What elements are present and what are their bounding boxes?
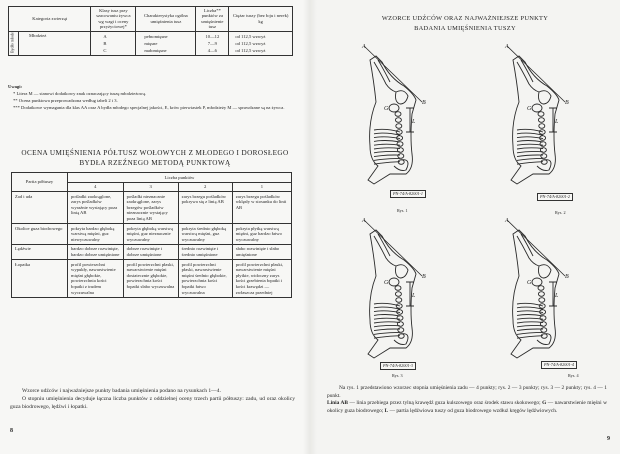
- section-title-line: OCENA UMIĘŚNIENIA PÓŁTUSZ WOŁOWYCH Z MŁODEGO I DOROSŁEGO: [21, 149, 289, 157]
- label-b: B: [565, 274, 569, 280]
- figure-stamp: PN-74/A-82001-2: [537, 193, 573, 201]
- vertebra: [397, 316, 403, 321]
- header-weight: Ciężar tuszy (bez łoju i nerek) kg: [229, 7, 293, 32]
- figure-carcass-4: [503, 216, 593, 366]
- note-item: ** Ocena punktowa przeprowadzona według tabeli 2 i 3.: [13, 98, 118, 103]
- rib: [517, 311, 543, 313]
- weight-value: od 112,5 wzwyż: [235, 47, 266, 53]
- g-region: [389, 104, 399, 112]
- weight-value: od 112,5 wzwyż: [235, 40, 266, 46]
- rib: [374, 332, 400, 334]
- section-title-line: BYDŁA RZEŹNEGO METODĄ PUNKTOWĄ: [79, 159, 231, 167]
- score-cell: średnio rozwinięte i średnio umięśnione: [178, 244, 232, 259]
- label-l: L: [412, 293, 416, 299]
- label-b: B: [422, 274, 426, 280]
- rib: [374, 311, 400, 313]
- rib: [517, 332, 543, 334]
- part-cell: Łopatka: [12, 260, 68, 298]
- vertebra: [541, 154, 547, 159]
- label-l: L: [412, 119, 416, 125]
- rib: [374, 318, 400, 319]
- pelvis-bone: [539, 265, 552, 278]
- header-points: Liczba punktów: [68, 173, 292, 183]
- rib: [517, 151, 543, 152]
- figure-caption: Rys. 2: [555, 210, 566, 215]
- figure-carcass-3: [360, 216, 450, 366]
- body-text: [10, 387, 295, 411]
- vertebra: [395, 286, 401, 291]
- figure-carcass-1: [360, 42, 450, 192]
- label-a: A: [362, 218, 366, 224]
- rib: [374, 315, 400, 316]
- femur-bone: [374, 234, 396, 266]
- score-cell: pokryta głęboką warstwą mięśni, guz nieznacznie wyczuwalny: [123, 224, 178, 245]
- header-score-4: 4: [68, 182, 124, 192]
- femur-bone: [517, 60, 539, 92]
- notes-heading: Uwagi:: [8, 84, 23, 89]
- score-cell: pokryta średnio głęboką warstwą mięśni, guz wyczuwalny: [178, 224, 232, 245]
- figure-carcass-2: [503, 42, 593, 192]
- g-region: [532, 278, 542, 286]
- scapula: [394, 160, 408, 171]
- carcass-drawing: [503, 42, 593, 192]
- vertebra: [397, 142, 403, 147]
- rib: [517, 322, 543, 323]
- label-g: G: [384, 280, 389, 286]
- rib: [374, 148, 400, 149]
- carcass-outline: [368, 230, 416, 358]
- table-row: [12, 260, 292, 298]
- vertebra: [398, 154, 404, 159]
- rib: [374, 325, 400, 326]
- weight-value: od 112,5 wzwyż: [235, 33, 266, 39]
- table-header-row: [12, 173, 292, 183]
- rib: [374, 137, 400, 139]
- vertebra: [396, 298, 402, 303]
- score-cell: bardzo dobrze rozwinięte, bardzo dobrze umięśnione: [68, 244, 124, 259]
- class-value: A: [103, 33, 107, 39]
- vertebra: [395, 112, 401, 117]
- label-b: B: [422, 100, 426, 106]
- rib: [517, 144, 543, 145]
- score-cell: zarys brzegu pośladków wklęsły w stosunku do linii AB: [232, 192, 291, 224]
- header-part: Partia półtuszy: [12, 173, 68, 192]
- rib: [517, 155, 543, 157]
- characteristic-value: mięsne: [144, 40, 158, 46]
- points-value: 10—12: [205, 33, 220, 39]
- rib: [517, 318, 543, 319]
- pelvis-bone: [539, 91, 552, 104]
- paragraph: Na rys. 1 przedstawiono wzorzec stopnia umięśnienia zadu — 4 punkty; rys. 2 — 3 punkty; rys. 3 — 2 punkty; rys. 4 — 1 punkt.: [327, 385, 607, 399]
- class-value: C: [103, 47, 107, 53]
- rib: [517, 162, 543, 165]
- pelvis-bone: [396, 265, 409, 278]
- score-cell: pokryta bardzo głęboką warstwą mięśni, guz niewyczuwalny: [68, 224, 124, 245]
- score-cell: profil powierzchni płaski, nawarstwienie mięśni płytkie, widoczny zarys kości grzebienia łopatki i kości krawędzi — zwłaszcza przedniej: [232, 260, 291, 298]
- carcass-drawing: [503, 216, 593, 366]
- vertebra: [396, 124, 402, 129]
- header-score-3: 3: [123, 182, 178, 192]
- table-header-row: [9, 7, 293, 32]
- category-cell: Młodzież: [19, 31, 91, 55]
- points-value: 4—6: [207, 47, 217, 53]
- score-cell: zarys brzegu pośladków pokrywa się z linią AB: [178, 192, 232, 224]
- carcass-outline: [511, 56, 559, 184]
- rib: [517, 329, 543, 331]
- rib: [517, 148, 543, 149]
- rib: [374, 336, 400, 339]
- score-cell: pośladki zaokrąglone, zarys pośladków wyraźnie wystający poza linią AB: [68, 192, 124, 224]
- rib: [374, 155, 400, 157]
- group-label: Bydło młode: [9, 31, 19, 55]
- label-b: B: [565, 100, 569, 106]
- figures-description: [327, 385, 607, 415]
- carcass-outline: [511, 230, 559, 358]
- table-row: [12, 192, 292, 224]
- score-cell: słabo rozwinięte i słabo umięśnione: [232, 244, 291, 259]
- figures-title-line: WZORCE UDŹCÓW ORAZ NAJWAŻNIEJSZE PUNKTY: [381, 15, 549, 22]
- vertebra: [538, 292, 544, 297]
- label-a: A: [362, 44, 366, 50]
- g-region: [389, 278, 399, 286]
- characteristic-value: pełnomięsne: [144, 33, 168, 39]
- points-value: 7—9: [207, 40, 217, 46]
- vertebra: [538, 118, 544, 123]
- term-l: L: [384, 407, 389, 414]
- rib: [517, 158, 543, 160]
- rib: [517, 141, 543, 142]
- figure-caption: Rys. 4: [568, 373, 579, 378]
- book-gutter: [303, 0, 317, 454]
- score-cell: dobrze rozwinięte i dobrze umięśnione: [123, 244, 178, 259]
- scapula: [537, 334, 551, 345]
- characteristic-value: małomięsne: [144, 47, 167, 53]
- score-cell: pokryta płytką warstwą mięśni, guz bardzo łatwo wyczuwalny: [232, 224, 291, 245]
- figures-title: [310, 14, 620, 34]
- note-item: * Litera M — stanowi dodatkowy znak oznaczający tuszę młodzieżową.: [13, 91, 147, 96]
- page-number: 8: [10, 428, 13, 434]
- definition-ab: — linia przebiega przez tylną krawędź guza kulszowego oraz środek stawu skokowego;: [347, 400, 543, 407]
- figures-title-line: BADANIA UMIĘŚNIENIA TUSZY: [414, 25, 516, 32]
- scapula: [537, 160, 551, 171]
- rib: [517, 325, 543, 326]
- header-category: Kategoria zwierząt: [9, 7, 91, 32]
- figure-caption: Rys. 3: [392, 373, 403, 378]
- label-g: G: [527, 280, 532, 286]
- vertebra: [539, 124, 545, 129]
- label-a: A: [505, 44, 509, 50]
- vertebra: [538, 112, 544, 117]
- class-value: B: [103, 40, 107, 46]
- label-a: A: [505, 218, 509, 224]
- note-item: *** Dodatkowe wymagania dla klas AA oraz A bydła młodego specjalnej jakości, E, krów pierwiastek P, młodzieży M — sprawdzane są na żywca.: [13, 105, 285, 110]
- label-l: L: [555, 119, 559, 125]
- header-score-1: 1: [232, 182, 291, 192]
- section-title: [0, 148, 310, 168]
- rib: [374, 141, 400, 142]
- header-class: Klasy tusz przy szacowaniu żywca wg wagi i oceny przyżyciowej*: [91, 7, 136, 32]
- rib: [517, 315, 543, 316]
- rib: [517, 137, 543, 139]
- definition-g: — nawarstwienie mięśni w okolicy guza biodrowego;: [327, 400, 608, 414]
- part-cell: Zad i uda: [12, 192, 68, 224]
- vertebra: [538, 286, 544, 291]
- term-g: G: [542, 400, 547, 407]
- figure-stamp: PN-74/A-82001-3: [380, 362, 416, 370]
- header-score-2: 2: [178, 182, 232, 192]
- vertebra: [539, 298, 545, 303]
- carcass-class-table: [8, 6, 293, 56]
- header-characteristic: Charakterystyka ogólna umięśnienia tusz: [136, 7, 196, 32]
- figure-caption: Rys. 1: [397, 208, 408, 213]
- rib: [374, 162, 400, 165]
- rib: [374, 158, 400, 160]
- carcass-outline: [368, 56, 416, 184]
- femur-bone: [374, 60, 396, 92]
- paragraph: [327, 400, 607, 415]
- term-ab: Linia AB: [327, 400, 348, 407]
- table-row: [12, 244, 292, 259]
- page-number: 9: [607, 436, 610, 442]
- rib: [374, 151, 400, 152]
- carcass-drawing: [360, 42, 450, 192]
- paragraph: O stopniu umięśnienia decyduje łączna liczba punktów z oddzielnej oceny trzech partii półtuszy: zadu, ud oraz okolicy guza biodrowego, lędźwi i łopatki.: [10, 396, 295, 410]
- label-l: L: [555, 293, 559, 299]
- vertebra: [540, 316, 546, 321]
- scapula: [394, 334, 408, 345]
- vertebra: [395, 118, 401, 123]
- score-cell: profil powierzchni wypukły, nawarstwienie mięśni głębokie, powierzchnia kości łopatki z trudem wyczuwalna: [68, 260, 124, 298]
- definition-l: — partia lędźwiowa tuszy od guza biodrowego wzdłuż kręgów lędźwiowych.: [388, 407, 558, 414]
- rib: [517, 336, 543, 339]
- vertebra: [541, 328, 547, 333]
- femur-bone: [517, 234, 539, 266]
- score-cell: profil powierzchni płaski, nawarstwienie mięśni dostatecznie głębokie, powierzchnia kości łopatki słabo wyczuwalna: [123, 260, 178, 298]
- paragraph: Wzorce udźców i najważniejsze punkty badania umięśnienia podano na rysunkach 1—4.: [22, 388, 221, 394]
- rib: [374, 322, 400, 323]
- vertebra: [398, 328, 404, 333]
- rib: [374, 144, 400, 145]
- part-cell: Lędźwie: [12, 244, 68, 259]
- vertebra: [395, 292, 401, 297]
- table-row: [9, 31, 293, 55]
- header-points: Liczba** punktów za umięśnienie tusz: [196, 7, 229, 32]
- figure-stamp: PN-74/A-82001-4: [541, 361, 577, 369]
- score-cell: pośladki nieznacznie zaokrąglone, zarys brzegów pośladków nieznacznie wystający poza linią AB: [123, 192, 178, 224]
- figure-stamp: PN-74/A-82001-1: [390, 190, 426, 198]
- table-notes: [8, 83, 298, 111]
- carcass-drawing: [360, 216, 450, 366]
- label-g: G: [527, 106, 532, 112]
- pelvis-bone: [396, 91, 409, 104]
- rib: [374, 329, 400, 331]
- part-cell: Okolice guza biodrowego: [12, 224, 68, 245]
- label-g: G: [384, 106, 389, 112]
- vertebra: [540, 142, 546, 147]
- scoring-table: [11, 172, 292, 298]
- table-row: [12, 224, 292, 245]
- score-cell: profil powierzchni płaski, nawarstwienie mięśni średnio głębokie, powierzchnia kości łopatki łatwo wyczuwalna: [178, 260, 232, 298]
- g-region: [532, 104, 542, 112]
